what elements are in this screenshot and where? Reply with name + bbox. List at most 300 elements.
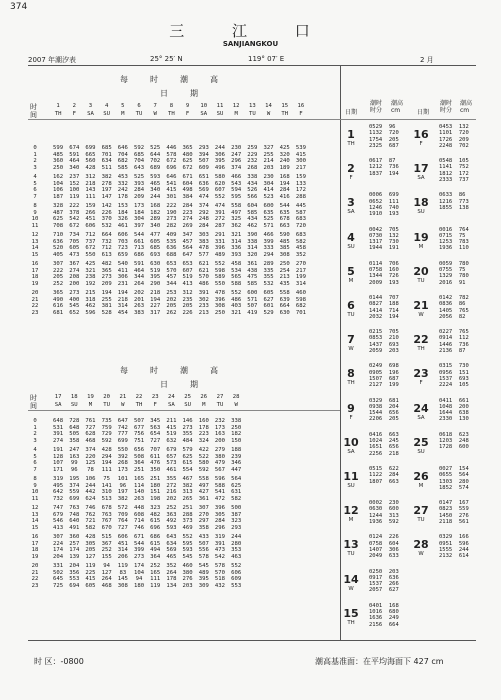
cell: 194 <box>101 460 112 466</box>
cell: 340 <box>150 187 161 193</box>
cell: 461 <box>117 222 128 229</box>
cell: W <box>153 111 157 117</box>
cell: 569 <box>198 187 209 193</box>
cell: 307 <box>198 505 209 511</box>
hour-cell: 9 <box>33 482 37 489</box>
hour-row <box>28 583 42 590</box>
cell: 683 <box>295 216 306 222</box>
cell: 607 <box>182 267 193 274</box>
cell: 273 <box>166 216 177 222</box>
bottom-rule <box>28 640 476 641</box>
cell: 482 <box>101 261 112 267</box>
cell: 596 <box>214 476 226 482</box>
tide-entry: 1852 574 <box>439 484 469 491</box>
cell: 585 <box>247 280 258 287</box>
cell: 111 <box>101 466 112 473</box>
cell: 539 <box>295 145 306 151</box>
cell: 596 <box>85 309 96 316</box>
cell: 671 <box>133 534 145 540</box>
cell: 486 <box>198 280 209 287</box>
cell: 279 <box>214 447 226 453</box>
cell: 762 <box>85 511 96 518</box>
cell: 625 <box>231 482 242 489</box>
tide-entry: 1537 266 <box>369 581 399 588</box>
tide-entry: 1807 663 <box>369 478 399 485</box>
period-label: 间 <box>30 111 37 119</box>
latitude: 25° 25′ N <box>150 55 183 63</box>
cell: 696 <box>166 164 177 171</box>
cell: 390 <box>247 232 258 238</box>
tide-entry: 0315 730 <box>439 363 469 370</box>
tide-entry: 1936 592 <box>369 519 399 526</box>
cell: 399 <box>133 547 145 553</box>
tide-day-number: 11 <box>343 470 359 483</box>
cell: 587 <box>295 209 306 216</box>
cell: 16 <box>297 103 305 109</box>
cell: 458 <box>295 245 306 251</box>
hour-cell: 21 <box>31 569 39 576</box>
tide-entry: 2057 627 <box>369 587 399 594</box>
cell: M <box>234 111 238 117</box>
cell: 525 <box>263 216 274 222</box>
tide-weekday: M <box>348 277 354 284</box>
cell: 251 <box>133 466 145 473</box>
cell: 259 <box>247 145 258 151</box>
cell: 308 <box>214 303 226 309</box>
right-height-header: 潮高 cm <box>391 100 404 114</box>
cell: 453 <box>117 174 128 180</box>
cell: 178 <box>166 576 177 582</box>
tide-entry: 0951 596 <box>439 540 469 547</box>
hour-row <box>28 281 42 288</box>
cell: 696 <box>150 524 161 531</box>
cell: 96 <box>119 482 127 489</box>
tide-times <box>369 295 399 320</box>
tide-day-number: 26 <box>413 470 429 483</box>
cell: 582 <box>231 495 242 502</box>
cell: 83 <box>119 569 127 576</box>
cell: 273 <box>182 424 193 431</box>
tide-entry: 1344 726 <box>369 273 399 280</box>
hour-cell: 2 <box>33 158 37 164</box>
cell: 479 <box>214 460 226 466</box>
cell: 200 <box>214 437 226 444</box>
cell: 605 <box>150 238 161 245</box>
cell: 217 <box>295 164 306 171</box>
cell: 433 <box>198 534 209 540</box>
tide-entry: 0453 132 <box>439 124 469 130</box>
cell: 362 <box>231 222 242 229</box>
tide-entry: 0938 204 <box>369 403 399 410</box>
tide-weekday: SA <box>347 209 355 216</box>
cell: 632 <box>166 437 177 444</box>
cell: 4 <box>104 103 109 109</box>
cell: 525 <box>150 145 161 151</box>
hour-label: 时 <box>30 103 37 111</box>
cell: 252 <box>101 547 112 553</box>
cell: 595 <box>182 540 193 547</box>
cell: 526 <box>247 187 258 193</box>
table-row <box>50 165 309 172</box>
cell: 306 <box>214 151 226 158</box>
tide-day-number: 4 <box>347 230 355 244</box>
cell: 96 <box>70 466 78 473</box>
cell: 101 <box>117 476 128 482</box>
cell: 205 <box>182 303 193 309</box>
tide-datum: 潮高基准面：在平均海面下 427 cm <box>315 657 444 666</box>
cell: 465 <box>150 180 161 187</box>
cell: 445 <box>295 203 306 209</box>
tide-entry: 0124 226 <box>369 534 399 541</box>
cell: 173 <box>214 424 226 431</box>
cell: 15 <box>281 103 289 109</box>
tide-times <box>439 192 469 211</box>
cell: 273 <box>69 290 80 296</box>
cell: 489 <box>198 569 209 576</box>
cell: 314 <box>295 280 306 287</box>
cell: 119 <box>69 193 80 200</box>
cell: 111 <box>85 193 96 200</box>
cell: 606 <box>117 534 128 540</box>
cell: 172 <box>295 187 306 193</box>
cell: 552 <box>182 534 193 540</box>
cell: 635 <box>263 209 274 216</box>
hour-row <box>28 438 42 445</box>
cell: 567 <box>214 466 226 473</box>
tide-weekday: SA <box>417 175 425 182</box>
cell: 490 <box>53 296 64 303</box>
hour-cell: 17 <box>31 267 39 274</box>
tide-day-number: 16 <box>413 128 429 141</box>
cell: 127 <box>101 569 112 576</box>
tide-entry: 1507 687 <box>369 375 399 382</box>
cell: 763 <box>101 511 112 518</box>
cell: 464 <box>133 267 145 274</box>
hour-row <box>28 554 42 561</box>
cell: 550 <box>117 447 128 453</box>
tide-weekday: SU <box>417 209 425 216</box>
cell: 217 <box>295 267 306 274</box>
cell: 106 <box>85 476 96 482</box>
cell: 272 <box>166 482 177 489</box>
cell: 380 <box>182 569 193 576</box>
tide-weekday: M <box>418 243 424 250</box>
hour-cell: 9 <box>33 209 37 216</box>
cell: 519 <box>166 431 177 437</box>
tide-entry: 1141 752 <box>439 164 469 171</box>
cell: 313 <box>182 489 193 495</box>
hour-row <box>28 194 42 201</box>
cell: 393 <box>133 180 145 187</box>
tide-entry: 0652 111 <box>369 198 399 205</box>
cell: 732 <box>53 495 64 502</box>
tide-times <box>369 603 399 628</box>
cell: 642 <box>53 489 64 495</box>
tide-entry: 1203 248 <box>439 438 469 445</box>
cell: 461 <box>166 466 177 473</box>
cell: 685 <box>150 245 161 251</box>
table-row <box>50 467 244 474</box>
cell: SA <box>54 402 62 408</box>
cell: 448 <box>133 505 145 511</box>
table-row <box>50 583 244 590</box>
cell: 463 <box>231 553 242 560</box>
cell: 192 <box>85 280 96 287</box>
cell: TU <box>103 402 111 408</box>
cell: 254 <box>279 267 290 274</box>
cell: 251 <box>182 505 193 511</box>
cell: 344 <box>166 280 177 287</box>
cell: 535 <box>166 238 177 245</box>
hour-cell: 21 <box>31 296 39 303</box>
cell: 320 <box>279 151 290 158</box>
cell: 646 <box>117 145 128 151</box>
cell: 588 <box>231 280 242 287</box>
cell: 205 <box>166 303 177 309</box>
tide-weekday: F <box>349 175 353 182</box>
cell: 564 <box>231 476 242 482</box>
cell: 777 <box>117 431 128 437</box>
tide-entry: 1405 765 <box>439 307 469 314</box>
tide-entry: 1644 638 <box>439 410 469 417</box>
cell: 305 <box>214 511 226 518</box>
cell: 310 <box>101 489 112 495</box>
cell: SA <box>200 111 208 117</box>
cell: 462 <box>247 222 258 229</box>
cell: 746 <box>85 505 96 511</box>
period-label-2: 间 <box>30 402 37 410</box>
cell: 518 <box>214 576 226 582</box>
cell: 546 <box>53 518 64 524</box>
cell: 305 <box>85 540 96 547</box>
tide-day-number: 2 <box>347 162 355 176</box>
cell: 358 <box>69 437 80 444</box>
table-row <box>50 554 244 561</box>
tide-day-number: 22 <box>413 333 429 347</box>
hour-cell: 6 <box>33 187 37 193</box>
cell: 620 <box>214 180 226 187</box>
hour-cell: 2 <box>33 431 37 437</box>
cell: 505 <box>69 431 80 437</box>
cell: 274 <box>182 216 193 222</box>
cell: 515 <box>101 534 112 540</box>
cell: 416 <box>279 193 290 200</box>
cell: 679 <box>166 447 177 453</box>
cell: 194 <box>279 180 290 187</box>
cell: 544 <box>133 540 145 547</box>
cell: 134 <box>166 582 177 589</box>
cell: 303 <box>198 232 209 238</box>
cell: 496 <box>214 164 226 171</box>
cell: 141 <box>101 482 112 489</box>
cell: 473 <box>69 251 80 258</box>
column-divider <box>340 65 341 640</box>
top-days-header <box>50 103 309 110</box>
cell: 266 <box>85 209 96 216</box>
cell: 413 <box>53 524 64 531</box>
cell: 686 <box>150 534 161 540</box>
cell: 432 <box>214 582 226 589</box>
cell: 737 <box>85 238 96 245</box>
hour-cell: 16 <box>31 261 39 267</box>
cell: 114 <box>133 482 145 489</box>
cell: 764 <box>117 518 128 524</box>
tide-entry: 1910 193 <box>369 211 399 218</box>
tide-entry: 2224 105 <box>439 382 469 389</box>
cell: 682 <box>117 158 128 164</box>
cell: 308 <box>279 251 290 258</box>
cell: 458 <box>231 261 242 267</box>
cell: 352 <box>166 563 177 569</box>
cell: 446 <box>166 145 177 151</box>
cell: 338 <box>247 238 258 245</box>
cell: 367 <box>69 261 80 267</box>
cell: 272 <box>214 216 226 222</box>
cell: 728 <box>69 418 80 424</box>
tide-entry: 0633 86 <box>439 192 466 199</box>
cell: 553 <box>69 576 80 582</box>
cell: SA <box>87 111 94 117</box>
cell: 168 <box>279 174 290 180</box>
tide-entry: 0956 151 <box>439 369 469 376</box>
cell: 615 <box>150 518 161 524</box>
tide-weekday: TH <box>347 141 355 147</box>
tide-day-number: 3 <box>347 196 355 210</box>
cell: 296 <box>214 524 226 531</box>
hour-cell: 1 <box>33 424 37 431</box>
hour-row <box>28 252 42 259</box>
cell: 513 <box>101 495 112 502</box>
cell: 409 <box>166 232 177 238</box>
cell: 704 <box>117 151 128 158</box>
cell: 671 <box>182 174 193 180</box>
cell: 681 <box>53 309 64 316</box>
cell: 302 <box>198 296 209 303</box>
tide-entry: 1407 306 <box>369 546 399 553</box>
cell: 734 <box>69 232 80 238</box>
cell: M <box>121 111 125 117</box>
tide-times <box>369 432 399 457</box>
hour-cell: 13 <box>31 511 39 518</box>
cell: 552 <box>231 563 242 569</box>
cell: 751 <box>133 437 145 444</box>
cell: 345 <box>150 418 161 424</box>
cell: 413 <box>182 280 193 287</box>
cell: 578 <box>214 563 226 569</box>
cell: 507 <box>198 158 209 164</box>
cell: 723 <box>117 245 128 251</box>
cell: 209 <box>101 280 112 287</box>
cell: F <box>299 111 303 117</box>
cell: 199 <box>295 274 306 280</box>
hour-cell: 14 <box>31 245 39 251</box>
cell: 173 <box>133 203 145 209</box>
cell: 498 <box>182 187 193 193</box>
cell: 542 <box>69 216 80 222</box>
tide-entry: 2009 193 <box>369 279 399 286</box>
tide-entry: 1244 313 <box>369 512 399 519</box>
cell: 647 <box>182 251 193 258</box>
top-weekday-header <box>50 111 309 118</box>
cell: 701 <box>295 309 306 316</box>
cell: 391 <box>198 290 209 296</box>
day-row <box>50 394 244 401</box>
cell: 222 <box>53 267 64 274</box>
cell: 165 <box>133 476 145 482</box>
cell: 405 <box>53 251 64 258</box>
tide-entry: 2118 561 <box>439 519 469 526</box>
tide-entry: 0144 707 <box>369 295 399 301</box>
cell: 727 <box>150 437 161 444</box>
cell: F <box>185 111 190 117</box>
cell: 226 <box>101 209 112 216</box>
cell: 168 <box>150 203 161 209</box>
cell: 273 <box>101 274 112 280</box>
tide-weekday: TU <box>347 551 355 558</box>
cell: 685 <box>133 151 145 158</box>
cell: 486 <box>231 296 242 303</box>
cell: 403 <box>231 303 242 309</box>
cell: 616 <box>53 303 64 309</box>
tide-entry: 1651 656 <box>369 444 399 451</box>
cell: 558 <box>198 476 209 482</box>
cell: 475 <box>247 274 258 280</box>
page-number: 374 <box>10 2 28 12</box>
cell: 528 <box>101 309 112 316</box>
cell: 699 <box>85 145 96 151</box>
cell: 293 <box>198 145 209 151</box>
cell: 304 <box>133 216 145 222</box>
cell: 274 <box>53 437 64 444</box>
cell: 630 <box>279 309 290 316</box>
cell: 525 <box>133 174 145 180</box>
tide-weekday: W <box>418 551 424 558</box>
cell: 257 <box>69 540 80 547</box>
cell: 664 <box>101 232 112 238</box>
cell: F <box>72 111 76 117</box>
tide-entry: 0002 230 <box>369 500 399 507</box>
cell: 578 <box>198 553 209 560</box>
cell: 174 <box>133 563 145 569</box>
cell: 182 <box>150 209 161 216</box>
cell: 395 <box>198 576 209 582</box>
cell: 664 <box>279 303 290 309</box>
cell: TH <box>168 111 175 117</box>
tide-day-number: 25 <box>413 435 429 449</box>
cell: 484 <box>182 437 193 444</box>
cell: 645 <box>53 576 64 582</box>
cell: 606 <box>231 569 242 576</box>
cell: 457 <box>182 238 193 245</box>
cell: 385 <box>279 245 290 251</box>
hour-cell: 0 <box>33 418 37 424</box>
cell: 474 <box>214 203 226 209</box>
time-zone: 时 区：-0800 <box>34 657 84 666</box>
cell: 326 <box>117 216 128 222</box>
hour-cell: 22 <box>31 303 39 309</box>
tide-entry: 0758 160 <box>369 267 399 274</box>
hour-cell: 4 <box>33 447 37 453</box>
hour-row <box>28 165 42 172</box>
cell: 606 <box>117 232 128 238</box>
cell: 428 <box>85 534 96 540</box>
tide-weekday: SU <box>417 448 425 455</box>
cell: 580 <box>214 174 226 180</box>
cell: 703 <box>117 238 128 245</box>
right-height-header-2: 潮高 cm <box>460 100 473 114</box>
cell: 605 <box>69 245 80 251</box>
day-row <box>50 103 309 110</box>
